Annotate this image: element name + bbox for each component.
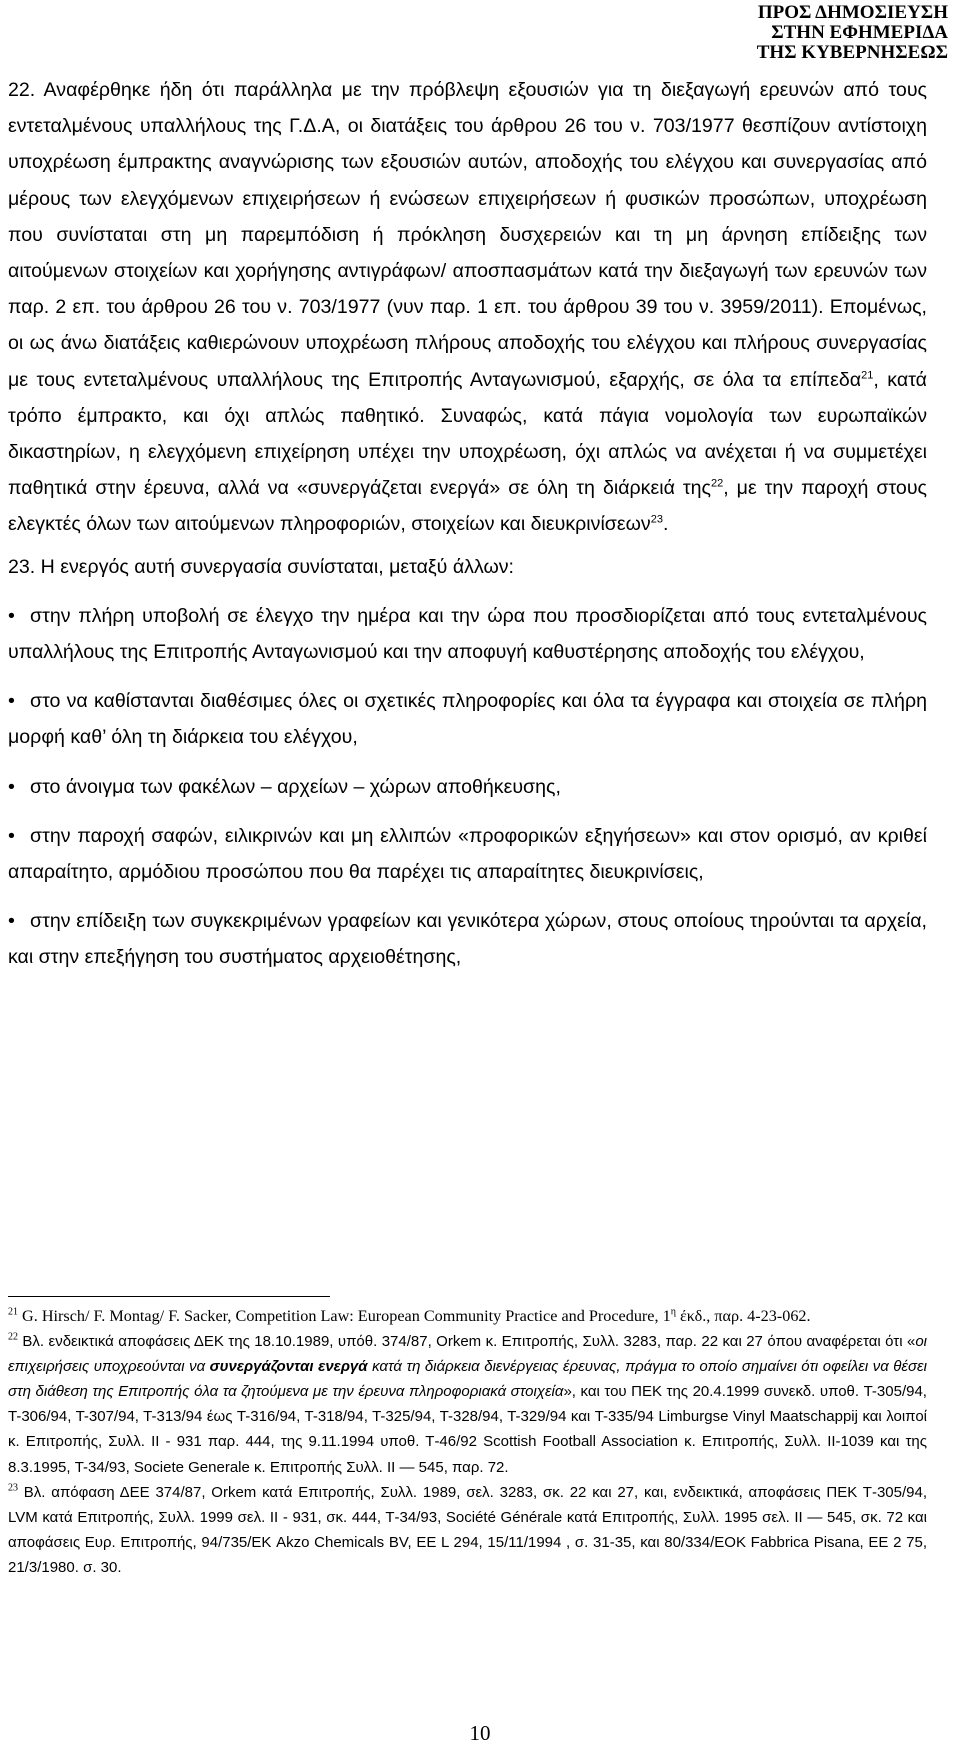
- footnote-ref-22: 22: [710, 477, 724, 490]
- footnote-22-text-b: », και του ΠΕΚ της 20.4.1999 συνεκδ. υποθ. T-305/94, T-306/94, T-307/94, T-313/94 έως T-316/94, T-318/94, T-325/94, T-328/94, T-329/94 και T-335/94 Limburgse Vinyl Maatschappij και λοιποί κ. Επιτροπής, Συλλ. ΙΙ - 931 παρ. 444, της 9.11.1994 υποθ. Τ-46/92 Scottish Football Association κ. Επιτροπής, Συλλ. ΙΙ-1039 και της 8.3.1995, T-34/93, Societe Generale κ. Επιτροπής Συλλ. II — 545, παρ. 72.: [8, 1383, 927, 1476]
- footnote-ref-23: 23: [650, 513, 663, 526]
- footnote-21: [8, 1304, 927, 1329]
- bullet-item: • στο να καθίστανται διαθέσιμες όλες οι σχετικές πληροφορίες και όλα τα έγγραφα και στοιχεία σε πλήρη μορφή καθ’ όλη τη διάρκεια του ελέγχου,: [8, 683, 927, 755]
- footnote-21-superscript: η: [670, 1306, 676, 1318]
- footnote-ref-21: 21: [861, 369, 874, 382]
- bullet-item: • στην παροχή σαφών, ειλικρινών και μη ελλιπών «προφορικών εξηγήσεων» και στον ορισμό, αν κριθεί απαραίτητο, αρμόδιου προσώπου που θα παρέχει τις απαραίτητες διευκρινίσεις,: [8, 818, 927, 890]
- paragraph-22-text-d: .: [662, 513, 669, 536]
- footnote-23: [8, 1480, 927, 1580]
- bullet-item: • στο άνοιγμα των φακέλων – αρχείων – χώρων αποθήκευσης,: [8, 769, 927, 805]
- paragraph-22-text-a: 22. Αναφέρθηκε ήδη ότι παράλληλα με την πρόβλεψη εξουσιών για τη διεξαγωγή ερευνών από τους εντεταλμένους υπαλλήλους της Γ.Δ.Α, οι διατάξεις του άρθρου 26 του ν. 703/1977 θεσπίζουν αντίστοιχη υποχρέωση έμπρακτης αναγνώρισης των εξουσιών αυτών, αποδοχής του ελέγχου και συνεργασίας από μέρους των ελεγχόμενων επιχειρήσεων ή ενώσεων επιχειρήσεων ή φυσικών προσώπων, υποχρέωση που συνίσταται στη μη παρεμπόδιση ή πρόκληση δυσχερειών και τη μη άρνηση επίδειξης των αιτούμενων στοιχείων και χορήγησης αντιγράφων/ αποσπασμάτων κατά την διεξαγωγή των ερευνών των παρ. 2 επ. του άρθρου 26 του ν. 703/1977 (νυν παρ. 1 επ. του άρθρου 39 του ν. 3959/2011). Επομένως, οι ως άνω διατάξεις καθιερώνουν υποχρέωση πλήρους αποδοχής του ελέγχου και πλήρους συνεργασίας με τους εντεταλμένους υπαλλήλους της Επιτροπής Ανταγωνισμού, εξαρχής, σε όλα τα επίπεδα: [8, 79, 927, 391]
- bullet-item: • στην πλήρη υποβολή σε έλεγχο την ημέρα και την ώρα που προσδιορίζεται από τους εντεταλμένους υπαλλήλους της Επιτροπής Ανταγωνισμού και την αποφυγή καθυστέρησης αποδοχής του ελέγχου,: [8, 598, 927, 670]
- footnote-21-text-b: έκδ., παρ. 4-23-062.: [675, 1307, 811, 1325]
- publication-header: [648, 3, 948, 63]
- header-line-1: ΠΡΟΣ ΔΗΜΟΣΙΕΥΣΗ: [757, 2, 948, 23]
- footnote-22-text-a: Βλ. ενδεικτικά αποφάσεις ΔΕΚ της 18.10.1989, υπόθ. 374/87, Orkem κ. Επιτροπής, Συλλ. 3283, παρ. 22 και 27 όπου αναφέρεται ότι «: [18, 1333, 916, 1351]
- paragraph-22-text-c: , με την παροχή στους ελεγκτές όλων των αιτούμενων πληροφοριών, στοιχείων και διευκρινίσεων: [8, 477, 927, 536]
- footnote-22: [8, 1329, 927, 1480]
- footnote-22-bold-italic: συνεργάζονται ενεργά: [209, 1358, 368, 1376]
- footnote-23-number: 23: [8, 1482, 18, 1494]
- main-body: [8, 72, 927, 976]
- paragraph-23: 23. Η ενεργός αυτή συνεργασία συνίσταται, μεταξύ άλλων:: [8, 555, 515, 578]
- footnotes: [8, 1304, 927, 1580]
- footnote-22-italic-1: οι επιχειρήσεις υποχρεούνται να: [8, 1333, 927, 1376]
- footnote-22-italic-2: κατά τη διάρκεια διενέργειας έρευνας, πράγμα το οποίο σημαίνει ότι οφείλει να θέσει στη διάθεση της Επιτροπής όλα τα ζητούμενα με την έρευνα πληροφοριακά στοιχεία: [8, 1358, 927, 1401]
- footnote-21-text-a: G. Hirsch/ F. Montag/ F. Sacker, Competition Law: European Community Practice and Procedure, 1: [18, 1307, 671, 1325]
- paragraph-22: [8, 72, 927, 543]
- bullet-item: • στην επίδειξη των συγκεκριμένων γραφείων και γενικότερα χώρων, στους οποίους τηρούνται τα αρχεία, και στην επεξήγηση του συστήματος αρχειοθέτησης,: [8, 903, 927, 975]
- header-line-3: ΤΗΣ ΚΥΒΕΡΝΗΣΕΩΣ: [756, 42, 948, 63]
- footnote-23-text: Βλ. απόφαση ΔΕΕ 374/87, Orkem κατά Επιτροπής, Συλλ. 1989, σελ. 3283, σκ. 22 και 27, και, ενδεικτικά, αποφάσεις ΠΕΚ Τ-305/94, LVM κατά Επιτροπής, Συλλ. 1999 σελ. ΙΙ - 931, σκ. 444, Τ-34/93, Société Générale κατά Επιτροπής, Συλλ. 1995 σελ. ΙΙ — 545, σκ. 72 και αποφάσεις Ευρ. Επιτροπής, 94/735/ΕΚ Akzo Chemicals BV, ΕΕ L 294, 15/11/1994 , σ. 31-35, και 80/334/ΕΟΚ Fabbrica Pisana, ΕΕ 2 75, 21/3/1980. σ. 30.: [8, 1483, 927, 1576]
- paragraph-22-text-b: , κατά τρόπο έμπρακτο, και όχι απλώς παθητικό. Συναφώς, κατά πάγια νομολογία των ευρωπαϊκών δικαστηρίων, η ελεγχόμενη επιχείρηση υπέχει την υποχρέωση, όχι απλώς να ανέχεται ή να συμμετέχει παθητικά στην έρευνα, αλλά να «συνεργάζεται ενεργά» σε όλη τη διάρκειά της: [8, 368, 927, 500]
- header-line-2: ΣΤΗΝ ΕΦΗΜΕΡΙΔΑ: [771, 22, 948, 43]
- footnote-separator: [8, 1296, 330, 1297]
- footnote-22-number: 22: [8, 1331, 18, 1343]
- page-number: 10: [469, 1721, 491, 1745]
- footnote-21-number: 21: [8, 1306, 18, 1318]
